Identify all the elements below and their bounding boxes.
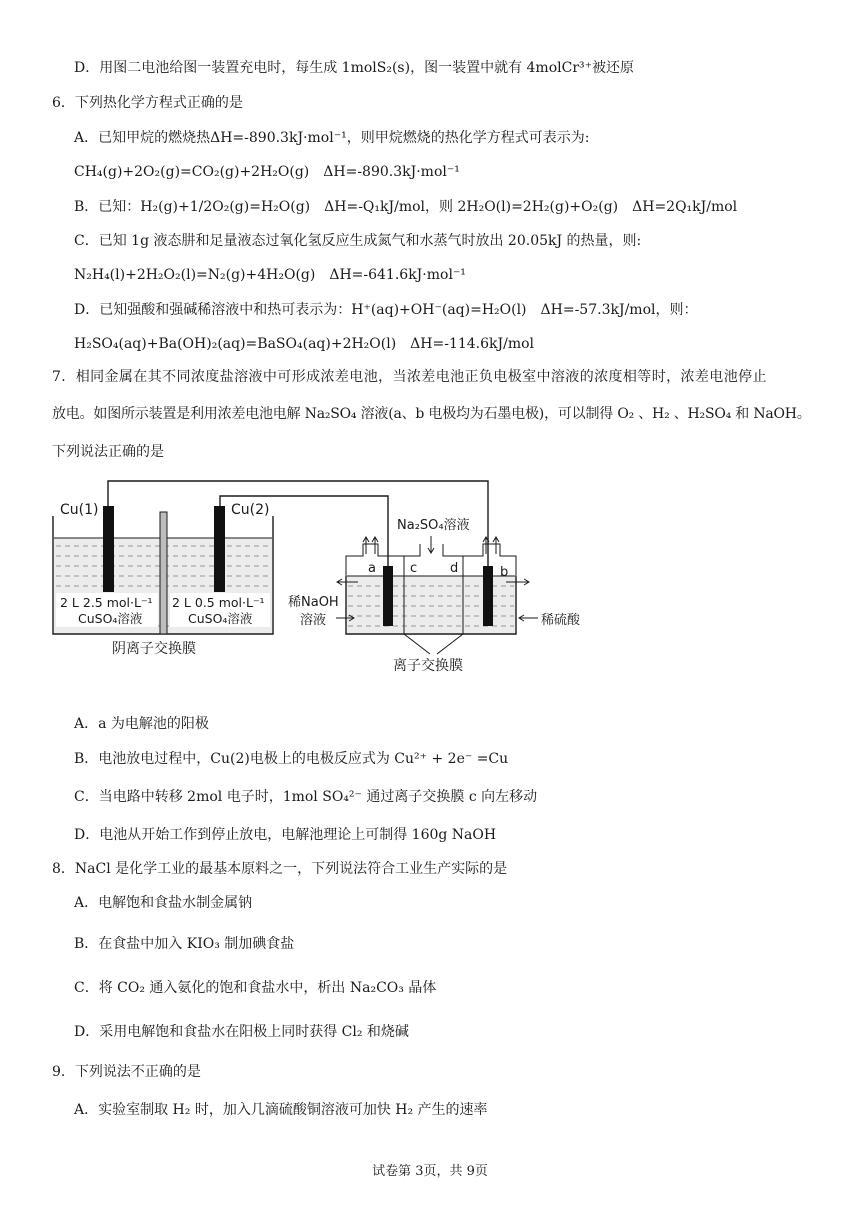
q9-stem: 9．下列说法不正确的是 <box>52 1064 201 1080</box>
q7-option-a: A．a 为电解池的阳极 <box>74 716 209 732</box>
q6-option-a-equation: CH₄(g)+2O₂(g)=CO₂(g)+2H₂O(g) ΔH=-890.3kJ·mol⁻¹ <box>74 164 460 180</box>
left-solution-label: CuSO₄溶液 <box>78 611 143 626</box>
electrolysis-diagram <box>48 476 608 676</box>
dilute-naoh-label: 稀NaOH <box>288 595 339 610</box>
middle-solution-label: CuSO₄溶液 <box>188 611 253 626</box>
cu2-label: Cu(2) <box>231 502 270 518</box>
q8-option-b: B．在食盐中加入 KIO₃ 制加碘食盐 <box>74 936 295 952</box>
dilute-sulfuric-acid-label: 稀硫酸 <box>541 613 581 628</box>
q5-option-d: D．用图二电池给图一装置充电时，每生成 1molS₂(s)，图一装置中就有 4molCr³⁺被还原 <box>74 60 635 76</box>
q7-option-d: D．电池从开始工作到停止放电，电解池理论上可制得 160g NaOH <box>74 827 497 843</box>
q8-option-c: C．将 CO₂ 通入氨化的饱和食盐水中，析出 Na₂CO₃ 晶体 <box>74 980 437 996</box>
q6-stem: 6．下列热化学方程式正确的是 <box>52 95 243 111</box>
left-concentration-label: 2 L 2.5 mol·L⁻¹ <box>60 595 153 610</box>
electrode-a-label: a <box>368 561 376 576</box>
membrane-c-label: c <box>410 561 418 576</box>
q7-stem-3: 下列说法正确的是 <box>52 444 164 460</box>
q6-option-d: D．已知强酸和强碱稀溶液中和热可表示为：H⁺(aq)+OH⁻(aq)=H₂O(l) ΔH=-57.3kJ/mol，则： <box>74 302 698 318</box>
naoh-solution-label: 溶液 <box>300 613 327 628</box>
cu1-label: Cu(1) <box>60 502 99 518</box>
middle-concentration-label: 2 L 0.5 mol·L⁻¹ <box>172 595 265 610</box>
q8-option-d: D．采用电解饱和食盐水在阳极上同时获得 Cl₂ 和烧碱 <box>74 1024 409 1040</box>
anion-exchange-membrane-label: 阴离子交换膜 <box>112 641 196 657</box>
q7-option-c: C．当电路中转移 2mol 电子时，1mol SO₄²⁻ 通过离子交换膜 c 向左移动 <box>74 789 538 805</box>
q9-option-a: A．实验室制取 H₂ 时，加入几滴硫酸铜溶液可加快 H₂ 产生的速率 <box>74 1102 488 1118</box>
page-footer: 试卷第 3页，共 9页 <box>372 1164 488 1179</box>
membrane-d-label: d <box>450 561 459 576</box>
q7-option-b: B．电池放电过程中，Cu(2)电极上的电极反应式为 Cu²⁺ + 2e⁻ =Cu <box>74 751 509 767</box>
q7-stem-1: 7．相同金属在其不同浓度盐溶液中可形成浓差电池，当浓差电池正负电极室中溶液的浓度相等时，浓差电池停止 <box>52 369 767 385</box>
q6-option-c-equation: N₂H₄(l)+2H₂O₂(l)=N₂(g)+4H₂O(g) ΔH=-641.6kJ·mol⁻¹ <box>74 267 466 283</box>
q6-option-b: B．已知：H₂(g)+1/2O₂(g)=H₂O(g) ΔH=-Q₁kJ/mol，则 2H₂O(l)=2H₂(g)+O₂(g) ΔH=2Q₁kJ/mol <box>74 199 738 215</box>
ion-exchange-membrane-label: 离子交换膜 <box>393 658 463 674</box>
q7-stem-2: 放电。如图所示装置是利用浓差电池电解 Na₂SO₄ 溶液(a、b 电极均为石墨电极)，可以制得 O₂ 、H₂ 、H₂SO₄ 和 NaOH。 <box>52 406 811 422</box>
electrode-b-label: b <box>500 565 509 580</box>
q8-stem: 8．NaCl 是化学工业的最基本原料之一，下列说法符合工业生产实际的是 <box>52 861 508 877</box>
q6-option-d-equation: H₂SO₄(aq)+Ba(OH)₂(aq)=BaSO₄(aq)+2H₂O(l) ΔH=-114.6kJ/mol <box>74 336 535 352</box>
na2so4-inlet-label: Na₂SO₄溶液 <box>397 518 470 533</box>
q6-option-a: A．已知甲烷的燃烧热ΔH=-890.3kJ·mol⁻¹，则甲烷燃烧的热化学方程式可表示为: <box>74 130 590 146</box>
q8-option-a: A．电解饱和食盐水制金属钠 <box>74 895 253 911</box>
q6-option-c: C．已知 1g 液态肼和足量液态过氧化氢反应生成氮气和水蒸气时放出 20.05kJ 的热量，则: <box>74 233 642 249</box>
